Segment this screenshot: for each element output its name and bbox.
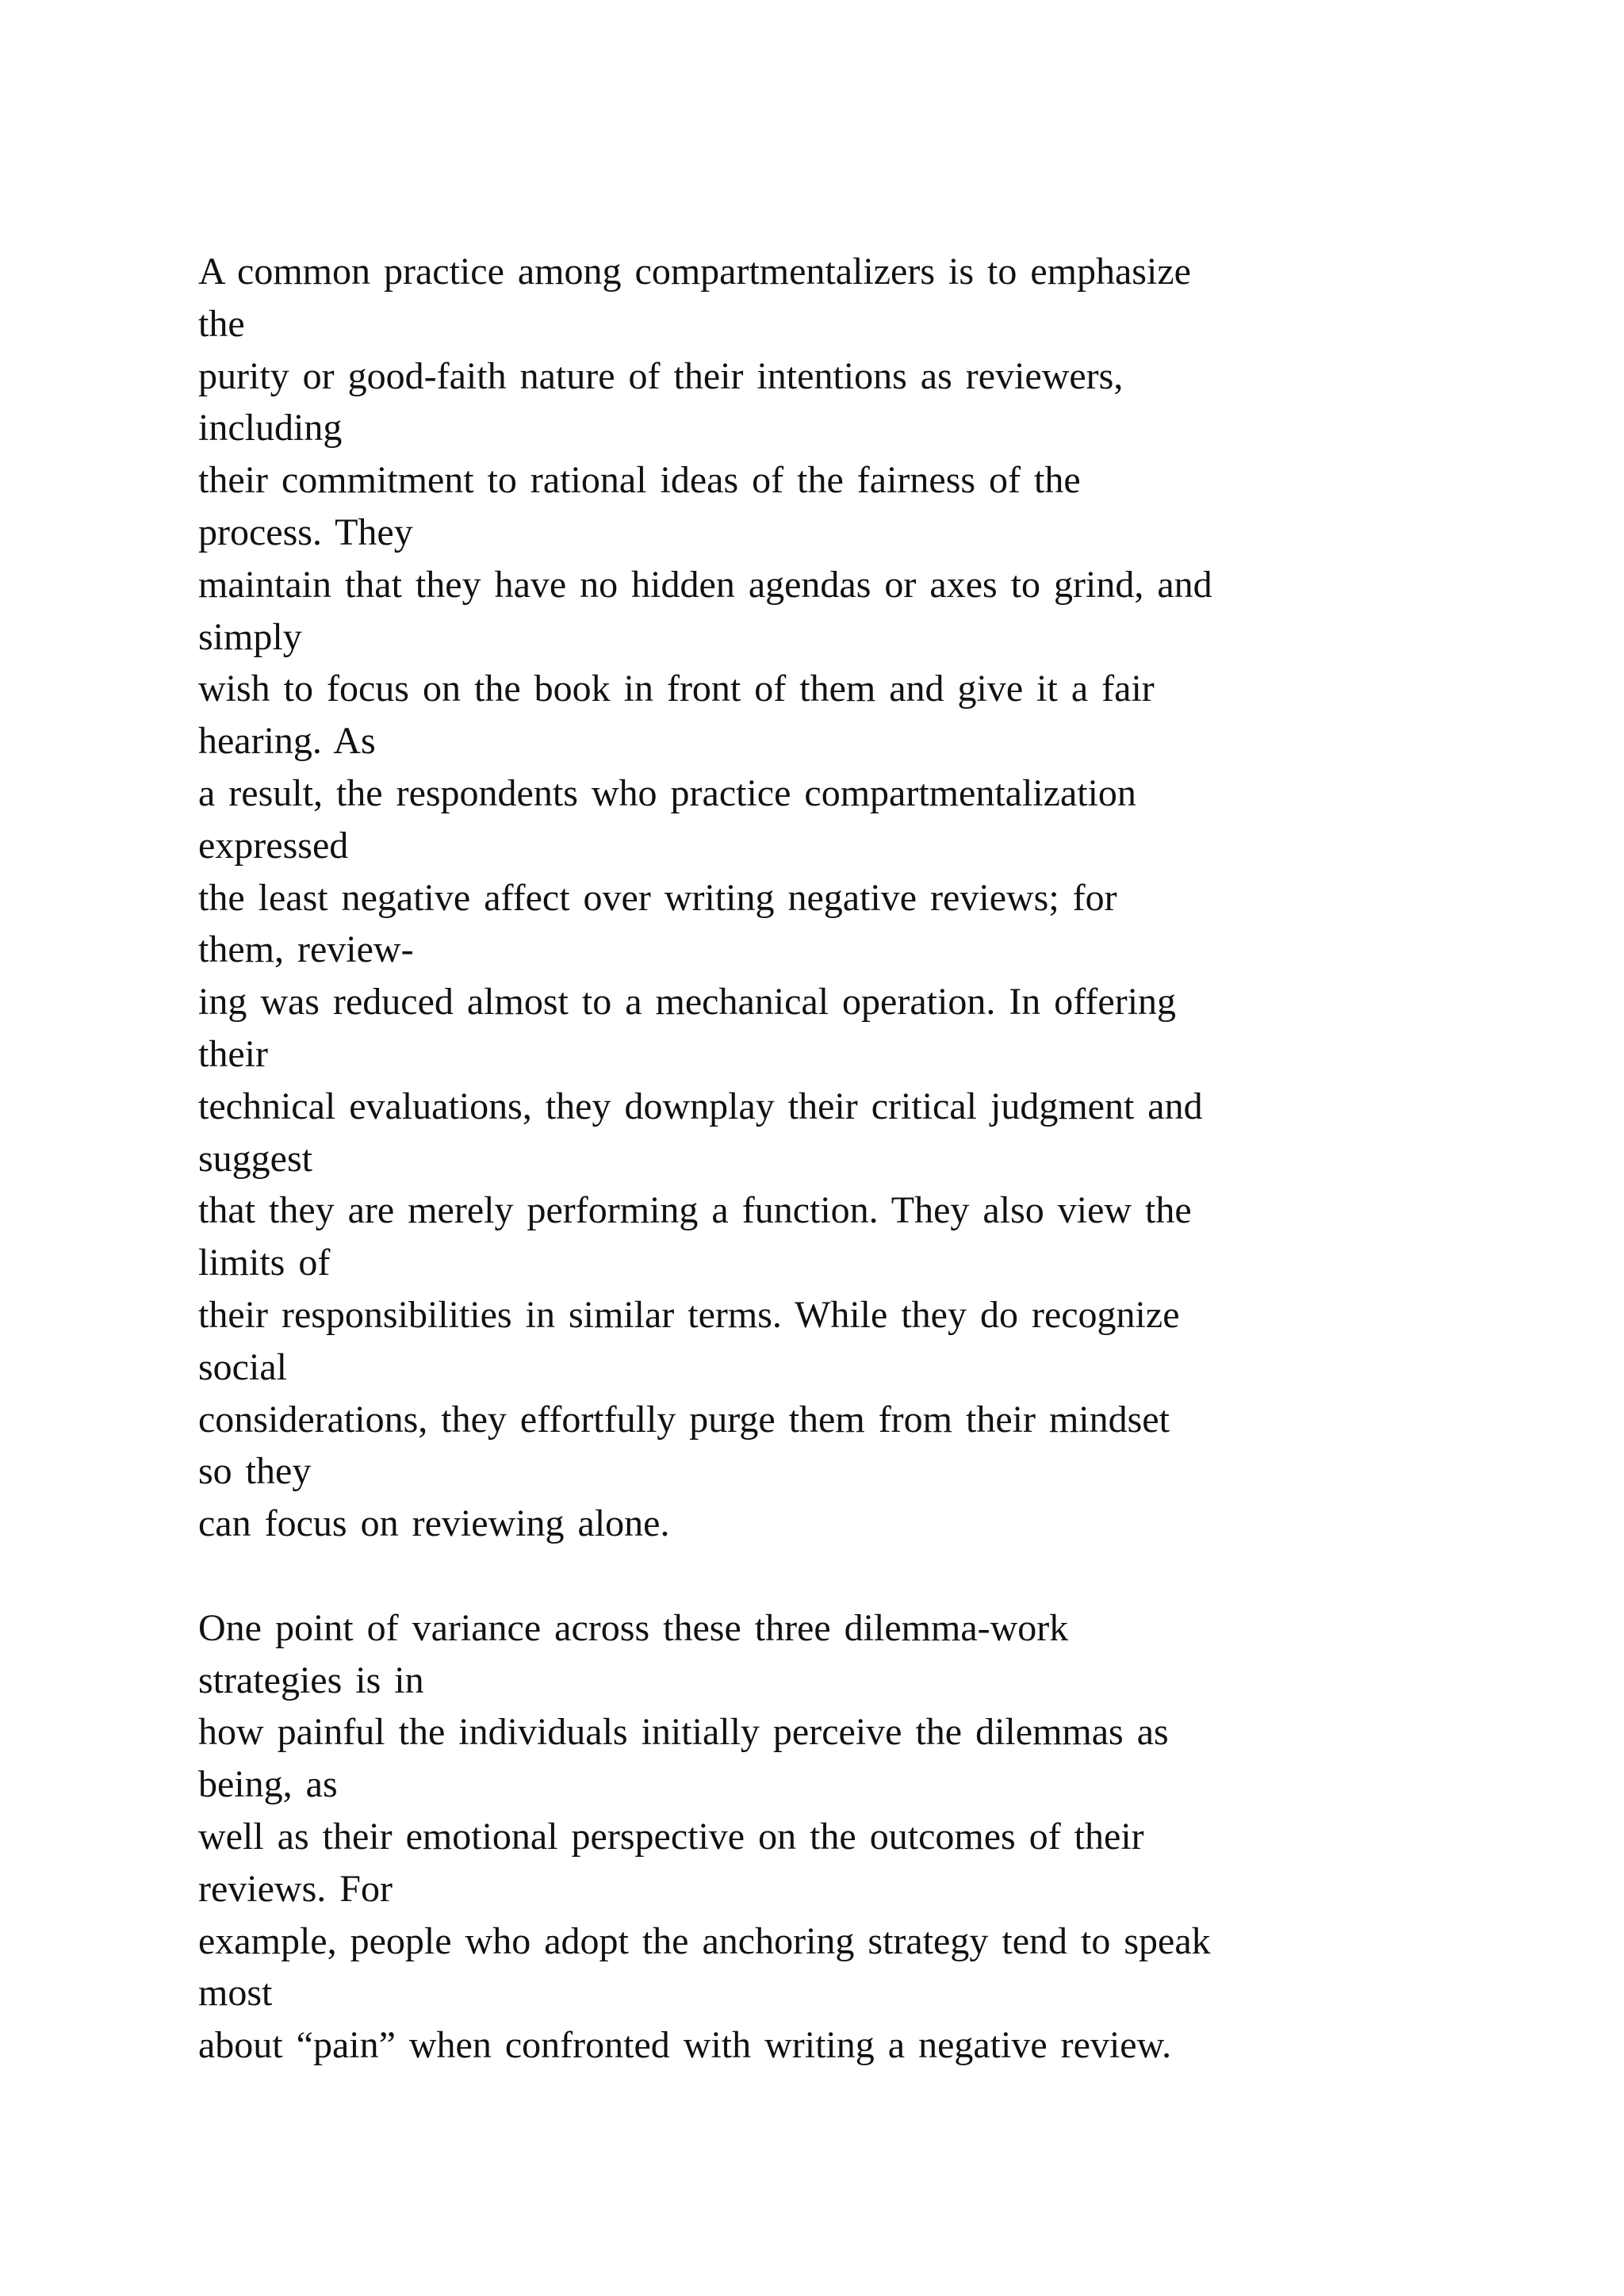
text-line: being, as xyxy=(198,1763,338,1806)
text-line: reviews. For xyxy=(198,1867,393,1910)
text-line: their commitment to rational ideas of the fairness of the xyxy=(198,459,1081,502)
text-line: their xyxy=(198,1032,268,1075)
paragraph-2 xyxy=(198,1602,1507,2072)
text-line: well as their emotional perspective on the outcomes of their xyxy=(198,1815,1144,1858)
text-line: example, people who adopt the anchoring strategy tend to speak xyxy=(198,1919,1211,1962)
text-line: wish to focus on the book in front of them and give it a fair xyxy=(198,668,1155,710)
text-line: including xyxy=(198,407,343,450)
text-line: hearing. As xyxy=(198,720,376,763)
text-line: limits of xyxy=(198,1242,331,1284)
text-line: about “pain” when confronted with writing a negative review. xyxy=(198,2024,1172,2067)
paragraph-1 xyxy=(198,246,1507,1550)
text-line: expressed xyxy=(198,824,349,867)
text-line: them, review- xyxy=(198,928,414,971)
text-line: strategies is in xyxy=(198,1659,424,1701)
text-line: how painful the individuals initially perceive the dilemmas as xyxy=(198,1711,1169,1754)
text-line: considerations, they effortfully purge them from their mindset xyxy=(198,1398,1170,1441)
text-line: ing was reduced almost to a mechanical operation. In offering xyxy=(198,981,1177,1024)
text-line: social xyxy=(198,1345,287,1388)
text-line: the least negative affect over writing negative reviews; for xyxy=(198,876,1117,919)
text-line: most xyxy=(198,1972,273,2015)
text-line: so they xyxy=(198,1450,312,1493)
text-line: a result, the respondents who practice compartmentalization xyxy=(198,771,1136,814)
paragraph-break xyxy=(198,1550,1507,1602)
text-line: process. They xyxy=(198,511,413,553)
text-line: One point of variance across these three dilemma-work xyxy=(198,1606,1069,1649)
text-line: maintain that they have no hidden agendas or axes to grind, and xyxy=(198,563,1212,606)
text-line: their responsibilities in similar terms. While they do recognize xyxy=(198,1293,1180,1336)
document-body xyxy=(198,246,1507,2072)
text-line: A common practice among compartmentalizers is to emphasize xyxy=(198,251,1191,293)
text-line: that they are merely performing a function. They also view the xyxy=(198,1189,1192,1232)
text-line: can focus on reviewing alone. xyxy=(198,1502,670,1545)
text-line: technical evaluations, they downplay their critical judgment and xyxy=(198,1085,1203,1127)
text-line: purity or good-faith nature of their intentions as reviewers, xyxy=(198,354,1124,397)
text-line: suggest xyxy=(198,1137,312,1180)
text-line: simply xyxy=(198,615,302,658)
text-line: the xyxy=(198,302,245,345)
